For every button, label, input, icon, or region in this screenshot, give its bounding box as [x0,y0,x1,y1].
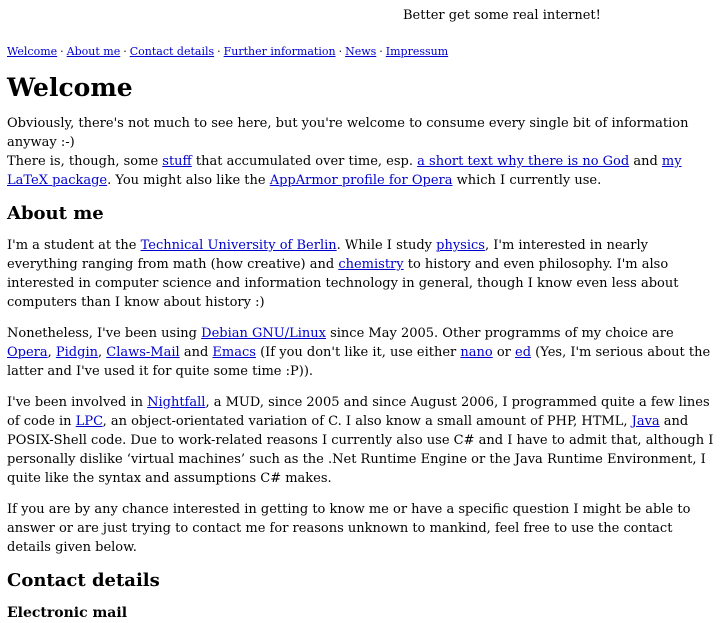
link-apparmor-profile[interactable]: AppArmor profile for Opera [269,173,453,188]
link-physics[interactable]: physics [436,238,485,253]
main-content [7,72,719,623]
nav-link-further[interactable]: Further information [223,45,336,58]
welcome-paragraph: There is, though, some stuff that accumulated over time, esp. a short text why there is no God and my LaTeX package. You might also like the AppArmor profile for Opera which I currently use. [7,154,682,188]
nav-separator: · [123,45,127,58]
link-claws-mail[interactable]: Claws-Mail [106,345,180,360]
nav-separator: · [217,45,221,58]
link-ed[interactable]: ed [515,345,532,360]
link-nano[interactable]: nano [460,345,493,360]
nav-separator: · [60,45,64,58]
nav-link-impressum[interactable]: Impressum [385,45,449,58]
about-paragraph-4: If you are by any chance interested in getting to know me or have a specific question I might be able to answer or are just trying to contact me for reasons unknown to mankind, feel free to use the contact details given below. [7,502,691,555]
link-chemistry[interactable]: chemistry [338,257,404,272]
link-tu-berlin[interactable]: Technical University of Berlin [140,238,337,253]
link-stuff[interactable]: stuff [162,154,192,169]
link-opera[interactable]: Opera [7,345,48,360]
nav-link-contact[interactable]: Contact details [129,45,215,58]
nav-link-about[interactable]: About me [66,45,121,58]
banner-text: Better get some real internet! [403,8,601,23]
welcome-heading: Welcome [7,73,133,102]
welcome-intro-line: Obviously, there's not much to see here, but you're welcome to consume every single bit of information anyway :-) [7,116,689,150]
contact-heading: Contact details [7,570,160,591]
about-paragraph-1: I'm a student at the Technical University of Berlin. While I study physics, I'm interested in nearly everything ranging from math (how creative) and chemistry to history and even philosophy. I'm also interested in computer science and information technology in general, though I know even less about computers than I know about history :) [7,238,679,310]
link-emacs[interactable]: Emacs [212,345,256,360]
link-debian[interactable]: Debian GNU/Linux [201,326,326,341]
nav-link-news[interactable]: News [345,45,377,58]
about-heading: About me [7,203,104,224]
link-pidgin[interactable]: Pidgin [55,345,98,360]
link-lpc[interactable]: LPC [75,414,103,429]
about-paragraph-3: I've been involved in Nightfall, a MUD, since 2005 and since August 2006, I programmed quite a few lines of code in LPC, an object-orientated variation of C. I also know a small amount of PHP, HTML, Java and POSIX-Shell code. Due to work-related reasons I currently also use C# and I have to admit that, although I personally dislike ‘virtual machines’ such as the .Net Runtime Engine or the Java Runtime Environment, I quite like the syntax and assumptions C# makes. [7,395,714,486]
link-nightfall[interactable]: Nightfall [147,395,206,410]
link-no-god-text[interactable]: a short text why there is no God [417,154,630,169]
nav-separator: · [338,45,343,58]
nav-link-welcome[interactable]: Welcome [7,45,58,58]
link-latex-package[interactable]: my LaTeX package [7,154,682,188]
top-navigation [7,44,448,60]
email-heading: Electronic mail [7,605,128,621]
nav-separator: · [379,45,383,58]
link-java[interactable]: Java [631,414,660,429]
about-paragraph-2: Nonetheless, I've been using Debian GNU/Linux since May 2005. Other programms of my choice are Opera, Pidgin, Claws-Mail and Emacs (If you don't like it, use either nano or ed (Yes, I'm serious about the latter and I've used it for quite some time :P)). [7,326,711,379]
